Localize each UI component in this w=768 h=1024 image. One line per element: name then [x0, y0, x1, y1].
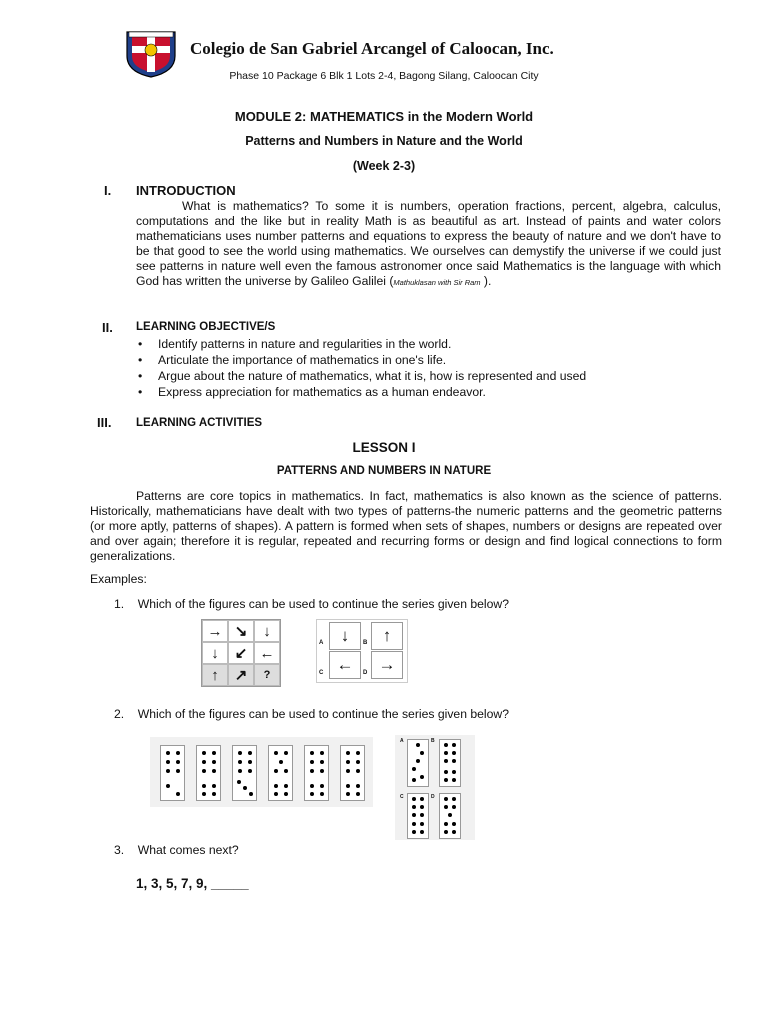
section-heading-introduction: INTRODUCTION: [136, 183, 236, 198]
domino-card: [407, 739, 429, 787]
domino-dot: [452, 805, 456, 809]
option-label: B: [363, 640, 368, 646]
number-sequence: 1, 3, 5, 7, 9, _____: [136, 876, 249, 891]
introduction-text: What is mathematics? To some it is numbers, operation fractions, percent, algebra, calculus, computations and the like but in reality Math is as beautiful as art. Instead of paints and water colors mathematicians uses number patterns and equations to express the beauty of nature and we don't have to be that good to see the world using mathematics. We ourselves can demystify the universe if we could just see patterns in nature well even the famous astronomer once said Mathematics is the language with which God has written the universe by Galileo Galilei (: [136, 199, 721, 288]
domino-dot: [420, 805, 424, 809]
example-2: [114, 707, 509, 721]
domino-dot: [212, 760, 216, 764]
option-label: A: [400, 738, 404, 744]
domino-dot: [356, 769, 360, 773]
domino-dot: [274, 769, 278, 773]
domino-dot: [444, 743, 448, 747]
domino-dot: [320, 769, 324, 773]
introduction-paragraph: [136, 199, 721, 290]
domino-dot: [444, 805, 448, 809]
domino-dot: [284, 769, 288, 773]
domino-dot: [202, 751, 206, 755]
domino-dot: [452, 797, 456, 801]
domino-card: [439, 739, 461, 787]
objective-item: • Express appreciation for mathematics as a human endeavor.: [136, 384, 721, 400]
section-heading-objectives: LEARNING OBJECTIVE/S: [136, 321, 276, 333]
domino-dot: [320, 784, 324, 788]
domino-card: [439, 793, 461, 839]
domino-dot: [274, 792, 278, 796]
domino-dot: [238, 769, 242, 773]
domino-dot: [248, 751, 252, 755]
domino-dot: [320, 760, 324, 764]
domino-dot: [444, 759, 448, 763]
domino-dot: [176, 769, 180, 773]
domino-dot: [420, 775, 424, 779]
arrow-cell: ↗: [228, 664, 254, 686]
domino-dot: [356, 792, 360, 796]
citation: Mathuklasan with Sir Ram: [393, 278, 481, 287]
section-numeral: I.: [104, 183, 112, 198]
examples-label: Examples:: [90, 572, 147, 586]
domino-dot: [356, 760, 360, 764]
option-arrow: ↑: [371, 622, 403, 650]
example-number: 1.: [114, 597, 125, 611]
option-arrow: ←: [329, 651, 361, 679]
domino-dot: [412, 822, 416, 826]
domino-dot: [412, 797, 416, 801]
domino-dot: [248, 760, 252, 764]
domino-dot: [452, 778, 456, 782]
domino-dot: [249, 792, 253, 796]
domino-dot: [202, 760, 206, 764]
lesson-title: LESSON I: [352, 440, 416, 455]
domino-dot: [420, 751, 424, 755]
example-3: [114, 843, 239, 857]
domino-dot: [202, 792, 206, 796]
domino-dot: [166, 760, 170, 764]
arrow-cell: ←: [254, 642, 280, 664]
option-arrow: →: [371, 651, 403, 679]
arrow-answer-options: [316, 619, 408, 683]
domino-dot: [412, 813, 416, 817]
domino-dot: [444, 770, 448, 774]
option-label: D: [431, 794, 435, 800]
module-subtitle: Patterns and Numbers in Nature and the World: [245, 134, 523, 148]
domino-dot: [452, 822, 456, 826]
domino-dot: [452, 759, 456, 763]
arrow-cell: ↓: [202, 642, 228, 664]
domino-answer-options: [395, 735, 475, 840]
module-title: MODULE 2: MATHEMATICS in the Modern World: [234, 109, 534, 124]
domino-dot: [202, 784, 206, 788]
domino-dot: [212, 784, 216, 788]
domino-dot: [320, 792, 324, 796]
example-number: 2.: [114, 707, 125, 721]
domino-dot: [166, 751, 170, 755]
introduction-text-end: ).: [480, 274, 492, 288]
module-week: (Week 2-3): [352, 159, 416, 173]
section-heading-activities: LEARNING ACTIVITIES: [136, 417, 263, 429]
domino-dot: [452, 751, 456, 755]
domino-card: [232, 745, 257, 801]
example-number: 3.: [114, 843, 125, 857]
domino-dot: [212, 751, 216, 755]
domino-dot: [420, 830, 424, 834]
domino-dot: [412, 767, 416, 771]
domino-dot: [176, 760, 180, 764]
domino-dot: [444, 822, 448, 826]
domino-dot: [279, 760, 283, 764]
domino-dot: [444, 797, 448, 801]
option-label: C: [319, 670, 324, 676]
lesson-subtitle: PATTERNS AND NUMBERS IN NATURE: [276, 465, 492, 477]
domino-dot: [412, 805, 416, 809]
domino-sequence: [150, 737, 373, 807]
example-question: Which of the figures can be used to continue the series given below?: [137, 597, 509, 611]
question-cell: ?: [254, 664, 280, 686]
domino-dot: [412, 830, 416, 834]
option-label: D: [363, 670, 368, 676]
domino-dot: [444, 778, 448, 782]
domino-dot: [420, 797, 424, 801]
domino-card: [196, 745, 221, 801]
section-numeral: III.: [97, 415, 112, 430]
domino-dot: [320, 751, 324, 755]
objective-item: • Identify patterns in nature and regularities in the world.: [136, 336, 721, 352]
domino-dot: [452, 743, 456, 747]
example-question: What comes next?: [137, 843, 239, 857]
domino-dot: [237, 780, 241, 784]
domino-dot: [310, 769, 314, 773]
domino-dot: [176, 792, 180, 796]
school-name: Colegio de San Gabriel Arcangel of Caloocan, Inc.: [190, 39, 554, 58]
domino-dot: [416, 743, 420, 747]
domino-dot: [243, 786, 247, 790]
domino-dot: [248, 769, 252, 773]
domino-dot: [346, 751, 350, 755]
domino-dot: [166, 769, 170, 773]
domino-dot: [238, 760, 242, 764]
domino-dot: [284, 784, 288, 788]
domino-dot: [356, 784, 360, 788]
domino-dot: [420, 813, 424, 817]
arrow-cell: ↑: [202, 664, 228, 686]
domino-dot: [452, 830, 456, 834]
domino-card: [340, 745, 365, 801]
domino-dot: [212, 792, 216, 796]
domino-dot: [452, 770, 456, 774]
domino-dot: [310, 784, 314, 788]
domino-dot: [212, 769, 216, 773]
domino-dot: [284, 792, 288, 796]
domino-dot: [274, 751, 278, 755]
domino-dot: [444, 751, 448, 755]
arrow-cell: ↓: [254, 620, 280, 642]
domino-card: [304, 745, 329, 801]
domino-dot: [448, 813, 452, 817]
domino-dot: [166, 784, 170, 788]
domino-dot: [346, 760, 350, 764]
domino-dot: [346, 769, 350, 773]
arrow-pattern-grid: [201, 619, 281, 687]
arrow-cell: →: [202, 620, 228, 642]
domino-dot: [202, 769, 206, 773]
domino-dot: [356, 751, 360, 755]
arrow-cell: ↘: [228, 620, 254, 642]
example-question: Which of the figures can be used to continue the series given below?: [137, 707, 509, 721]
arrow-cell: ↙: [228, 642, 254, 664]
example-1: [114, 597, 509, 611]
school-address: Phase 10 Package 6 Blk 1 Lots 2-4, Bagong Silang, Caloocan City: [229, 70, 539, 82]
lesson-paragraph: [90, 489, 722, 564]
domino-card: [160, 745, 185, 801]
section-numeral: II.: [102, 320, 113, 335]
domino-dot: [176, 751, 180, 755]
option-label: B: [431, 738, 435, 744]
domino-dot: [238, 751, 242, 755]
domino-card: [268, 745, 293, 801]
option-arrow: ↓: [329, 622, 361, 650]
option-label: C: [400, 794, 404, 800]
option-label: A: [319, 640, 324, 646]
domino-dot: [420, 822, 424, 826]
objectives-list: [136, 336, 721, 400]
domino-dot: [310, 751, 314, 755]
objective-item: • Argue about the nature of mathematics, what it is, how is represented and used: [136, 368, 721, 384]
domino-dot: [444, 830, 448, 834]
domino-dot: [274, 784, 278, 788]
domino-dot: [310, 760, 314, 764]
domino-card: [407, 793, 429, 839]
domino-dot: [284, 751, 288, 755]
domino-dot: [412, 778, 416, 782]
domino-dot: [416, 759, 420, 763]
domino-dot: [346, 792, 350, 796]
objective-item: • Articulate the importance of mathematics in one's life.: [136, 352, 721, 368]
lesson-text: Patterns are core topics in mathematics. In fact, mathematics is also known as the science of patterns. Historically, mathematicians have dealt with two types of patterns-the numeric patterns and the geometric patterns (or more aptly, patterns of shapes). A pattern is formed when sets of shapes, numbers or designs are repeated over and over again; therefore it is regular, repeated and recurring forms or design and find logical connections to form generalizations.: [90, 489, 722, 563]
domino-dot: [346, 784, 350, 788]
domino-dot: [310, 792, 314, 796]
